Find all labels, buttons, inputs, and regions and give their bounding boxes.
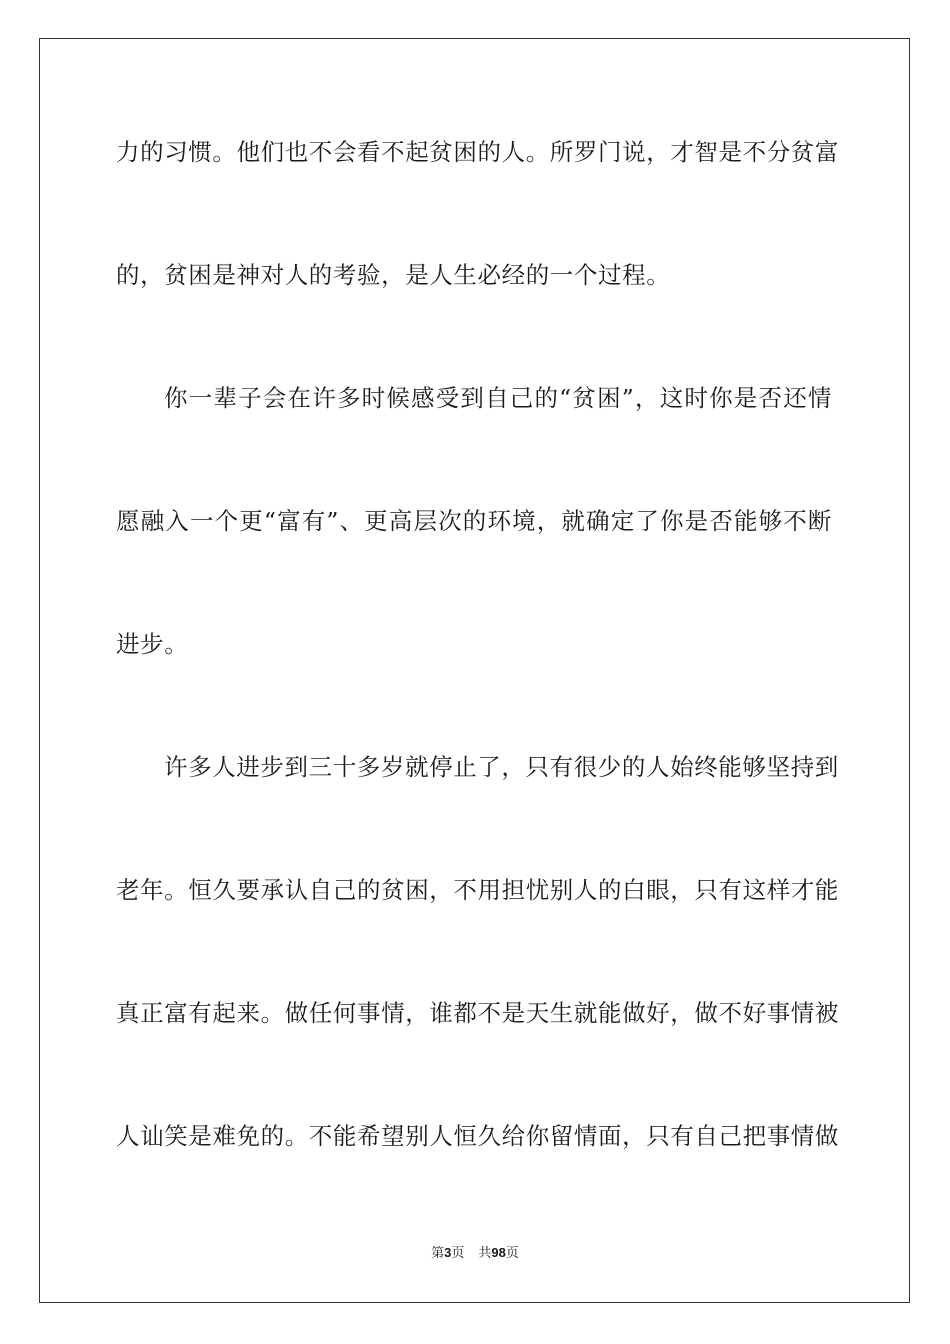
- text-line-6: 许多人进步到三十多岁就停止了，只有很少的人始终能够坚持到: [164, 753, 839, 781]
- page-number: 3: [444, 1245, 452, 1260]
- text-line-4: 愿融入一个更“富有”、更高层次的环境，就确定了你是否能够不断: [116, 507, 832, 535]
- text-line-8: 真正富有起来。做任何事情，谁都不是天生就能做好，做不好事情被: [116, 999, 839, 1027]
- total-pages: 98: [491, 1245, 506, 1260]
- page-suffix: 页: [451, 1246, 465, 1261]
- text-line-7: 老年。恒久要承认自己的贫困，不用担忧别人的白眼，只有这样才能: [116, 876, 839, 904]
- page-frame: [39, 38, 910, 1303]
- page-footer: [0, 1244, 950, 1263]
- text-line-1: 力的习惯。他们也不会看不起贫困的人。所罗门说，才智是不分贫富: [116, 138, 839, 166]
- text-line-2: 的，贫困是神对人的考验，是人生必经的一个过程。: [116, 261, 671, 289]
- text-line-3: 你一辈子会在许多时候感受到自己的“贫困”，这时你是否还情: [164, 384, 832, 412]
- text-line-5: 进步。: [116, 630, 189, 658]
- total-prefix: 共: [478, 1246, 492, 1261]
- total-suffix: 页: [505, 1246, 519, 1261]
- text-line-9: 人讪笑是难免的。不能希望别人恒久给你留情面，只有自己把事情做: [116, 1122, 839, 1150]
- page-prefix: 第: [431, 1246, 445, 1261]
